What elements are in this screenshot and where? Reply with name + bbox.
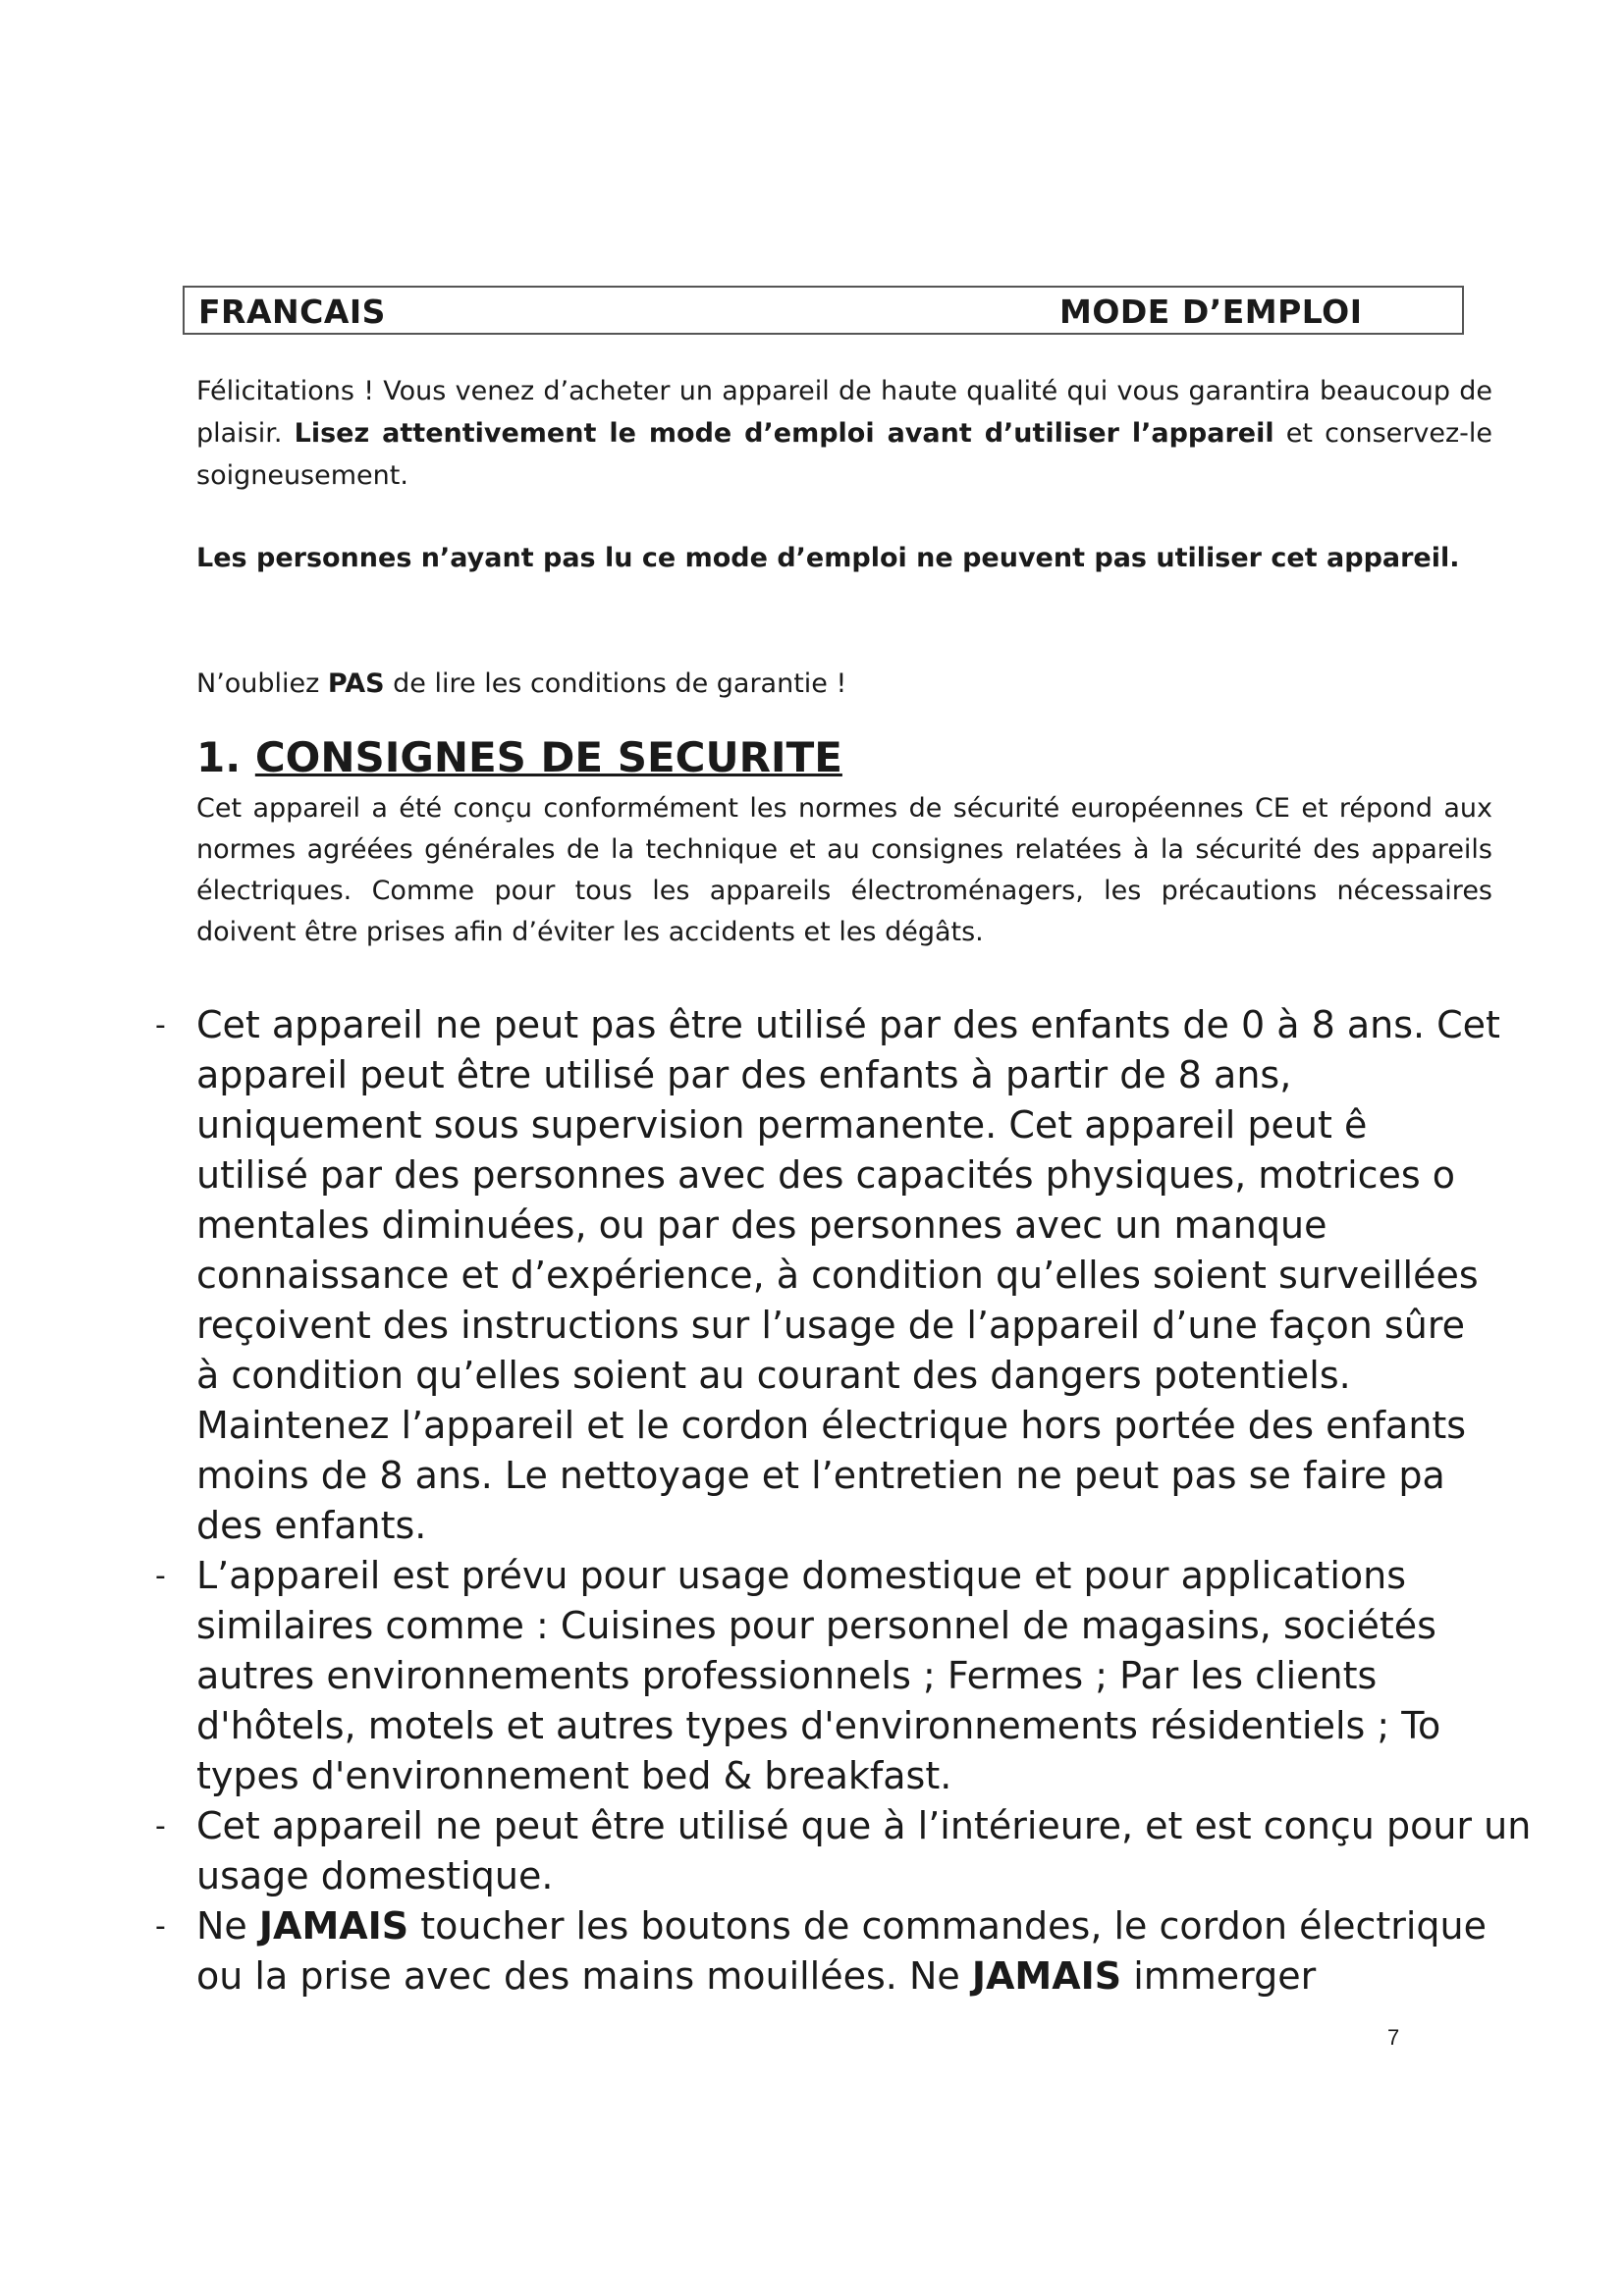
line: utilisé par des personnes avec des capacités physiques, motrices o (196, 1153, 1456, 1197)
bullet-marker: - (155, 1809, 166, 1843)
line-text: toucher les boutons de commandes, le cordon électrique (408, 1904, 1488, 1948)
line-text: immerger (1121, 1954, 1317, 1998)
language-header-box (183, 286, 1464, 335)
line: usage domestique. (196, 1854, 554, 1897)
line: appareil peut être utilisé par des enfants à partir de 8 ans, (196, 1053, 1292, 1096)
warranty-text-end: de lire les conditions de garantie ! (384, 668, 847, 699)
line: moins de 8 ans. Le nettoyage et l’entretien ne peut pas se faire pa (196, 1454, 1445, 1497)
warranty-reminder (196, 663, 1492, 705)
line: d'hôtels, motels et autres types d'environnements résidentiels ; To (196, 1704, 1441, 1747)
line: uniquement sous supervision permanente. Cet appareil peut ê (196, 1103, 1368, 1147)
manual-title: MODE D’EMPLOI (1059, 293, 1363, 331)
safety-list (0, 1000, 1624, 2002)
warranty-bold-pas: PAS (327, 668, 385, 699)
section-intro: Cet appareil a été conçu conformément les normes de sécurité européennes CE et répond aux normes agréées générales de la technique et au consignes relatées à la sécurité des appareils électriques. Comme pour tous les appareils électroménagers, les précautions nécessaires doivent être prises afin d’éviter les accidents et les dégâts. (196, 793, 1492, 947)
line-text: ou la prise avec des mains mouillées. Ne (196, 1954, 972, 1998)
section-number: 1. (196, 733, 255, 781)
page-number: 7 (1387, 2025, 1400, 2050)
bold-jamais: JAMAIS (258, 1904, 409, 1948)
line: autres environnements professionnels ; Fermes ; Par les clients (196, 1654, 1378, 1697)
line: connaissance et d’expérience, à condition qu’elles soient surveillées (196, 1254, 1479, 1297)
intro-text-end: et conservez-le soigneusement. (196, 418, 1492, 491)
language-label: FRANCAIS (198, 293, 386, 331)
section-title-text: CONSIGNES DE SECURITE (254, 733, 842, 781)
line (196, 1951, 1585, 2002)
bullet-marker: - (155, 1909, 166, 1944)
bold-jamais: JAMAIS (971, 1954, 1122, 1998)
intro-paragraph (196, 370, 1492, 497)
warning-bold-text: Les personnes n’ayant pas lu ce mode d’emploi ne peuvent pas utiliser cet appareil. (196, 543, 1460, 573)
line: mentales diminuées, ou par des personnes avec un manque (196, 1203, 1327, 1247)
line: Cet appareil ne peut être utilisé que à l’intérieure, et est conçu pour un (196, 1804, 1532, 1847)
line: similaires comme : Cuisines pour personnel de magasins, sociétés (196, 1604, 1436, 1647)
line: L’appareil est prévu pour usage domestique et pour applications (196, 1554, 1407, 1597)
line: Cet appareil ne peut pas être utilisé par des enfants de 0 à 8 ans. Cet (196, 1003, 1500, 1046)
bullet-marker: - (155, 1559, 166, 1593)
line: à condition qu’elles soient au courant des dangers potentiels. (196, 1354, 1351, 1397)
line: des enfants. (196, 1504, 427, 1547)
warranty-text-start: N’oubliez (196, 668, 328, 699)
line: types d'environnement bed & breakfast. (196, 1754, 952, 1797)
intro-text-start: Félicitations ! Vous venez d’acheter un appareil de haute qualité qui vous garantira beaucoup de plaisir. (196, 376, 1492, 449)
safety-item-domestic-use (0, 1551, 1624, 1801)
line: reçoivent des instructions sur l’usage de l’appareil d’une façon sûre (196, 1304, 1465, 1347)
section-title (196, 732, 842, 783)
warning-paragraph (196, 537, 1492, 579)
line (196, 1901, 1585, 1951)
line-text: Ne (196, 1904, 259, 1948)
safety-item-children (0, 1000, 1624, 1551)
safety-item-indoor-use (0, 1801, 1624, 1901)
safety-item-wet-hands (0, 1901, 1624, 2002)
line: Maintenez l’appareil et le cordon électrique hors portée des enfants (196, 1404, 1467, 1447)
bullet-marker: - (155, 1008, 166, 1042)
intro-bold-instruction: Lisez attentivement le mode d’emploi avant d’utiliser l’appareil (294, 418, 1274, 449)
